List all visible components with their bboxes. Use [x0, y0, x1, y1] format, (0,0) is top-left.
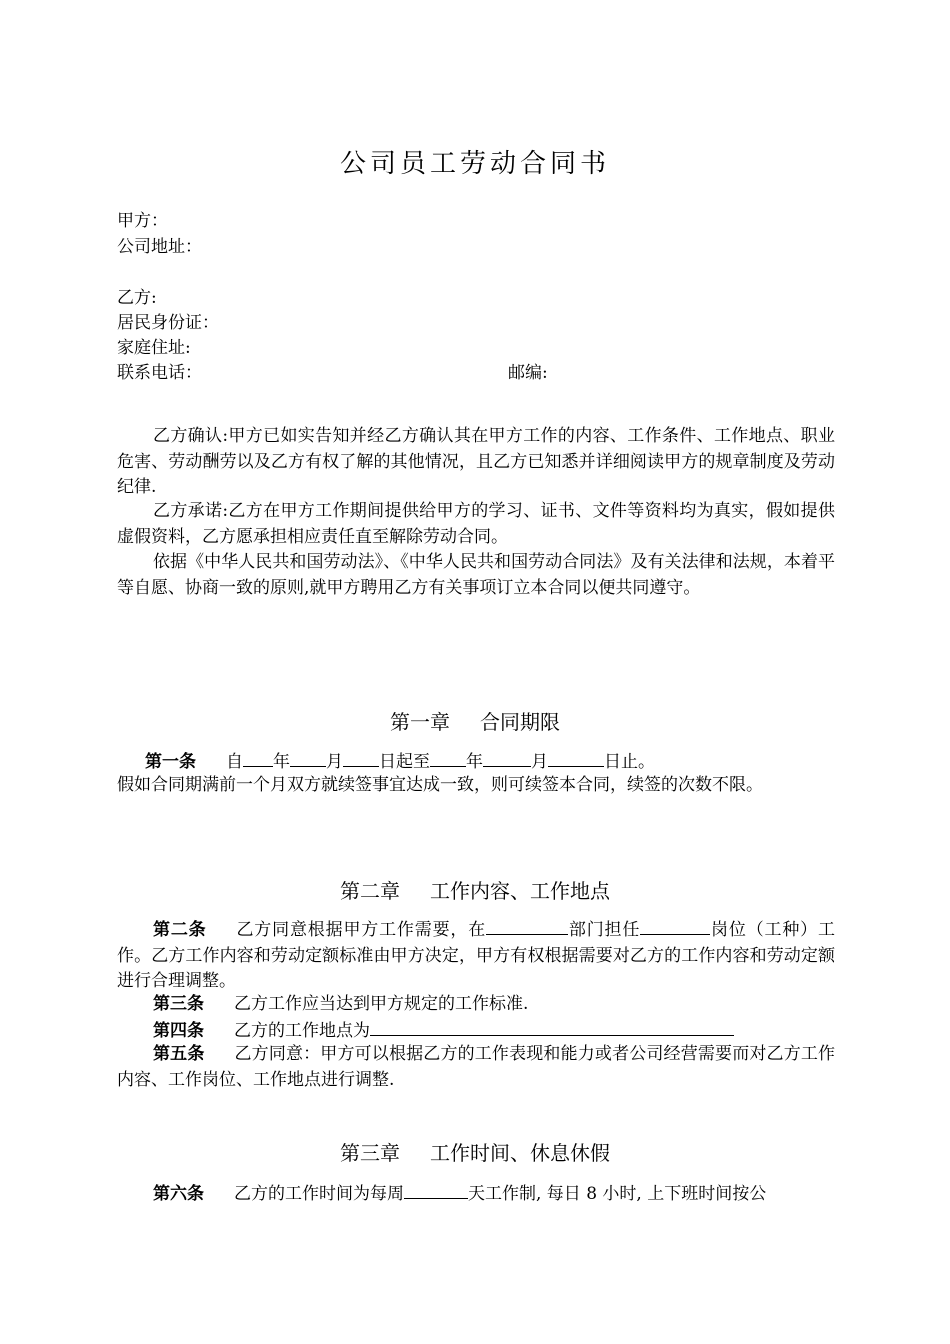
article-number: 第四条	[153, 1021, 204, 1041]
chapter-3-heading	[0, 1137, 950, 1166]
chapter-number: 第三章	[340, 1141, 400, 1165]
phone-label: 联系电话：	[117, 363, 202, 383]
article-number: 第三条	[153, 994, 204, 1014]
party-a-label: 甲方：	[117, 211, 168, 231]
chapter-name: 工作内容、工作地点	[430, 879, 610, 903]
postcode-label: 邮编:	[508, 363, 548, 383]
work-location-blank[interactable]	[370, 1017, 734, 1036]
article-number: 第六条	[153, 1184, 204, 1204]
article-3: 第三条 乙方工作应当达到甲方规定的工作标准.	[153, 994, 529, 1014]
article-4: 第四条 乙方的工作地点为	[117, 1017, 835, 1045]
intro-promise-paragraph: 乙方承诺:乙方在甲方工作期间提供给甲方的学习、证书、文件等资料均为真实，假如提供虚假资料，乙方愿承担相应责任直至解除劳动合同。	[117, 501, 835, 547]
chapter-1-heading	[0, 706, 950, 735]
end-month-blank[interactable]	[483, 748, 531, 767]
renewal-paragraph: 假如合同期满前一个月双方就续签事宜达成一致，则可续签本合同，续签的次数不限。	[117, 775, 763, 795]
year-blank[interactable]	[243, 748, 273, 767]
work-days-blank[interactable]	[404, 1180, 468, 1199]
article-5: 第五条 乙方同意：甲方可以根据乙方的工作表现和能力或者公司经营需要而对乙方工作内容、工作岗位、工作地点进行调整.	[117, 1044, 836, 1090]
intro-basis-paragraph: 依据《中华人民共和国劳动法》、《中华人民共和国劳动合同法》及有关法律和法规，本着平等自愿、协商一致的原则,就甲方聘用乙方有关事项订立本合同以便共同遵守。	[117, 552, 835, 598]
position-blank[interactable]	[640, 916, 710, 935]
article-number: 第一条	[145, 752, 196, 772]
month-blank[interactable]	[290, 748, 326, 767]
department-blank[interactable]	[486, 916, 568, 935]
id-card-label: 居民身份证：	[117, 313, 219, 333]
article-number: 第二条	[153, 920, 207, 940]
chapter-number: 第一章	[390, 710, 450, 734]
article-1: 第一条 自 年 月 日起至 年 月 日止。	[145, 748, 845, 776]
chapter-2-heading	[0, 875, 950, 904]
party-b-label: 乙方:	[117, 288, 157, 308]
chapter-name: 合同期限	[480, 710, 560, 734]
document-title: 公司员工劳动合同书	[339, 149, 610, 179]
home-address-label: 家庭住址:	[117, 338, 191, 358]
company-address-label: 公司地址：	[117, 237, 202, 257]
article-2: 第二条 乙方同意根据甲方工作需要，在 部门担任 岗位（工种）工作。乙方工作内容和劳动定额标准由甲方决定，甲方有权根据需要对乙方的工作内容和劳动定额进行合理调整。	[117, 916, 835, 995]
end-year-blank[interactable]	[430, 748, 466, 767]
article-number: 第五条	[153, 1044, 205, 1064]
article-6: 第六条 乙方的工作时间为每周 天工作制, 每日 8 小时, 上下班时间按公	[117, 1180, 835, 1208]
chapter-name: 工作时间、休息休假	[430, 1141, 610, 1165]
day-blank[interactable]	[343, 748, 379, 767]
end-day-blank[interactable]	[548, 748, 604, 767]
chapter-number: 第二章	[340, 879, 400, 903]
intro-confirm-paragraph: 乙方确认:甲方已如实告知并经乙方确认其在甲方工作的内容、工作条件、工作地点、职业危害、劳动酬劳以及乙方有权了解的其他情况，且乙方已知悉并详细阅读甲方的规章制度及劳动纪律.	[117, 426, 835, 497]
